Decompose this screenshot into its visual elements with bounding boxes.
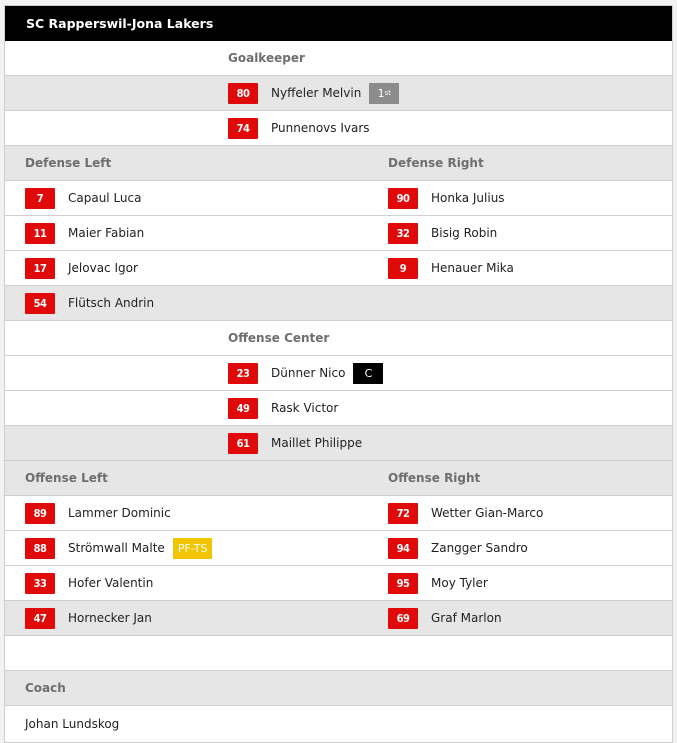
defense-header-row [5, 146, 672, 181]
defense-right-header: Defense Right [388, 156, 484, 170]
table-row [5, 601, 672, 636]
offense-center-header: Offense Center [228, 331, 330, 345]
player-name[interactable]: Hofer Valentin [68, 576, 154, 590]
jersey-number: 72 [388, 503, 418, 524]
jersey-number: 49 [228, 398, 258, 419]
badge-text: 1 [377, 86, 385, 100]
table-row [5, 111, 672, 146]
table-row [5, 76, 672, 111]
jersey-number: 94 [388, 538, 418, 559]
player-entry[interactable] [25, 251, 138, 285]
player-name[interactable]: Capaul Luca [68, 191, 142, 205]
player-entry[interactable] [25, 286, 154, 320]
player-name[interactable]: Dünner Nico [271, 366, 346, 380]
player-name[interactable]: Moy Tyler [431, 576, 488, 590]
jersey-number: 9 [388, 258, 418, 279]
first-goalie-badge: 1 st [369, 83, 399, 104]
player-entry[interactable] [228, 426, 362, 460]
player-entry[interactable] [388, 251, 514, 285]
table-row [5, 251, 672, 286]
player-name[interactable]: Bisig Robin [431, 226, 498, 240]
player-entry[interactable] [388, 216, 497, 250]
player-entry[interactable] [388, 531, 528, 565]
player-entry[interactable] [25, 216, 144, 250]
player-entry[interactable] [388, 496, 543, 530]
table-row [5, 426, 672, 461]
jersey-number: 74 [228, 118, 258, 139]
player-entry[interactable] [25, 601, 152, 635]
table-row [5, 181, 672, 216]
offense-header-row [5, 461, 672, 496]
player-name[interactable]: Jelovac Igor [68, 261, 138, 275]
jersey-number: 33 [25, 573, 55, 594]
player-name[interactable]: Honka Julius [431, 191, 505, 205]
player-name[interactable]: Maier Fabian [68, 226, 145, 240]
offense-left-header: Offense Left [25, 471, 108, 485]
player-name[interactable]: Nyffeler Melvin [271, 86, 362, 100]
player-entry[interactable] [228, 76, 399, 110]
jersey-number: 61 [228, 433, 258, 454]
jersey-number: 89 [25, 503, 55, 524]
table-row [5, 391, 672, 426]
coach-header-row [5, 671, 672, 706]
pfts-badge: PF-TS [173, 538, 213, 559]
player-entry[interactable] [388, 566, 488, 600]
captain-badge: C [353, 363, 383, 384]
table-row [5, 216, 672, 251]
coach-row [5, 706, 672, 741]
coach-header: Coach [25, 681, 66, 695]
defense-left-header: Defense Left [25, 156, 112, 170]
goalkeeper-header-row [5, 41, 672, 76]
player-name[interactable]: Hornecker Jan [68, 611, 152, 625]
jersey-number: 90 [388, 188, 418, 209]
jersey-number: 7 [25, 188, 55, 209]
jersey-number: 17 [25, 258, 55, 279]
player-name[interactable]: Maillet Philippe [271, 436, 363, 450]
offense-right-header: Offense Right [388, 471, 481, 485]
team-title: SC Rapperswil-Jona Lakers [5, 6, 672, 41]
jersey-number: 80 [228, 83, 258, 104]
jersey-number: 11 [25, 223, 55, 244]
jersey-number: 95 [388, 573, 418, 594]
player-name[interactable]: Graf Marlon [431, 611, 502, 625]
table-row [5, 531, 672, 566]
goalkeeper-header: Goalkeeper [228, 51, 305, 65]
player-name[interactable]: Strömwall Malte [68, 541, 165, 555]
player-name[interactable]: Punnenovs Ivars [271, 121, 370, 135]
player-entry[interactable] [25, 181, 142, 215]
jersey-number: 88 [25, 538, 55, 559]
table-row [5, 356, 672, 391]
jersey-number: 32 [388, 223, 418, 244]
player-entry[interactable] [25, 566, 153, 600]
player-entry[interactable] [228, 111, 370, 145]
lineup-panel [4, 5, 673, 743]
jersey-number: 47 [25, 608, 55, 629]
player-name[interactable]: Zangger Sandro [431, 541, 528, 555]
player-entry[interactable] [25, 496, 171, 530]
player-name[interactable]: Lammer Dominic [68, 506, 171, 520]
table-row [5, 566, 672, 601]
player-name[interactable]: Flütsch Andrin [68, 296, 155, 310]
player-name[interactable]: Wetter Gian-Marco [431, 506, 544, 520]
player-name[interactable]: Henauer Mika [431, 261, 514, 275]
player-entry[interactable] [228, 391, 338, 425]
player-name[interactable]: Rask Victor [271, 401, 339, 415]
player-entry[interactable] [228, 356, 383, 390]
player-entry[interactable] [388, 181, 505, 215]
table-row [5, 286, 672, 321]
offense-center-header-row [5, 321, 672, 356]
coach-name[interactable]: Johan Lundskog [25, 716, 120, 731]
player-entry[interactable] [388, 601, 502, 635]
player-entry[interactable] [25, 531, 212, 565]
jersey-number: 54 [25, 293, 55, 314]
jersey-number: 69 [388, 608, 418, 629]
spacer-row [5, 636, 672, 671]
jersey-number: 23 [228, 363, 258, 384]
table-row [5, 496, 672, 531]
